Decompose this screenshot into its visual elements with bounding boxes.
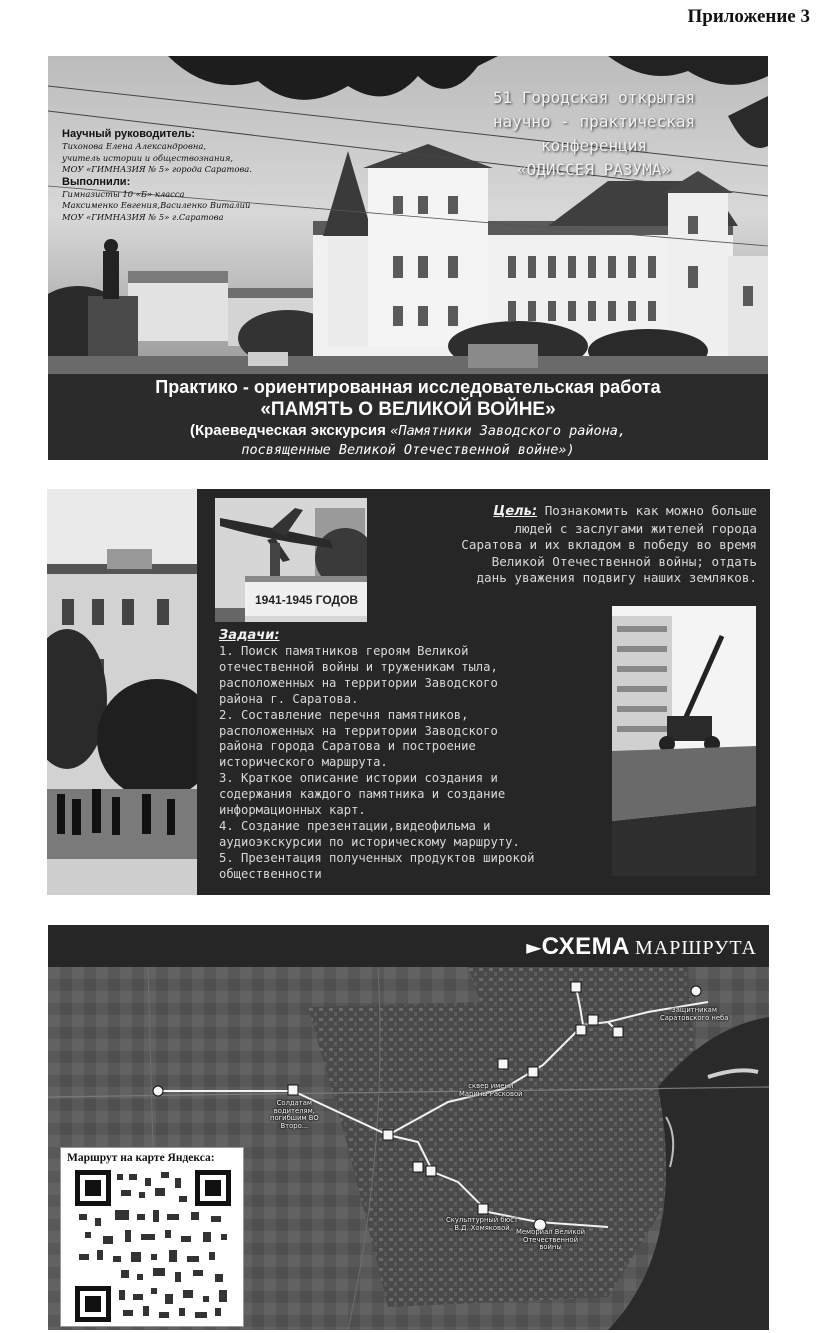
play-arrow-icon: ► <box>526 935 542 959</box>
performers-line-1: Гимназисты 10 «Б» класса <box>62 188 185 199</box>
label-line: Саратовского неба <box>660 1013 729 1022</box>
qr-code-panel[interactable] <box>60 1147 244 1327</box>
monument-inscription: 1941-1945 ГОДОВ <box>255 593 359 607</box>
conference-line-1: 51 Городская открытая <box>492 88 696 107</box>
map-marker <box>288 1085 298 1095</box>
task-line: исторического маршрута. <box>219 755 388 770</box>
label-line: водителям, <box>273 1106 315 1115</box>
conference-line-2: научно - практическая <box>492 112 696 131</box>
map-marker <box>426 1166 436 1176</box>
task-line: аудиоэкскурсии по историческому маршруту. <box>219 834 520 849</box>
task-line: 1. Поиск памятников героям Великой <box>219 644 469 658</box>
work-main-title: «ПАМЯТЬ О ВЕЛИКОЙ ВОЙНЕ» <box>260 399 556 420</box>
map-marker <box>588 1015 598 1025</box>
route-title-bold: СХЕМА <box>541 933 630 960</box>
label-bust <box>446 1217 518 1232</box>
authors-block <box>62 128 322 223</box>
map-marker <box>498 1059 508 1069</box>
label-line: Защитникам <box>671 1006 717 1014</box>
conference-line-4: «ОДИССЕЯ РАЗУМА» <box>516 160 672 179</box>
task-line: информационных карт. <box>219 803 366 818</box>
qr-caption: Маршрут на карте Яндекса: <box>67 1152 215 1164</box>
task-line: содержания каждого памятника и создание <box>219 787 506 802</box>
task-line: района города Саратова и построение <box>219 739 476 754</box>
goal-line-4: Великой Отечественной войны; отдать <box>491 553 757 569</box>
tasks-label: Задачи: <box>219 628 280 643</box>
label-line: Отечественной <box>522 1235 579 1244</box>
label-line: Солдатам <box>276 1099 313 1107</box>
conference-name <box>444 86 744 182</box>
label-defenders <box>660 1007 728 1022</box>
performers-line-2: Максименко Евгения,Василенко Виталий <box>62 200 251 210</box>
task-line: расположенных на территории Заводского <box>219 675 498 690</box>
task-line: 4. Создание презентации,видеофильма и <box>219 818 491 833</box>
task-line: 2. Составление перечня памятников, <box>219 707 469 722</box>
label-line: погибшим ВО <box>270 1114 319 1123</box>
task-line: 3. Краткое описание истории создания и <box>219 771 498 786</box>
goal-block <box>387 503 757 587</box>
goal-line-1: Познакомить как можно больше <box>544 503 757 518</box>
slide-conference-title <box>48 56 768 460</box>
label-soldiers <box>270 1100 319 1130</box>
task-line: расположенных на территории Заводского <box>219 723 498 738</box>
map-marker <box>528 1067 538 1077</box>
task-line: отечественной войны и труженикам тыла, <box>219 659 498 674</box>
goal-line-2: людей с заслугами жителей города <box>514 520 757 536</box>
qr-code-icon[interactable] <box>75 1170 231 1322</box>
supervisor-line-1: Тихонова Елена Александровна, <box>62 141 206 151</box>
label-line: Скульптурный бюст <box>446 1216 518 1224</box>
task-line: района г. Саратова. <box>219 691 359 706</box>
route-title-rest: МАРШРУТА <box>635 937 757 959</box>
map-marker <box>153 1086 163 1096</box>
title-band <box>48 374 768 460</box>
plane-monument-photo <box>215 498 367 622</box>
supervisor-line-3: МОУ «ГИМНАЗИЯ № 5» города Саратова. <box>62 164 252 174</box>
map-marker <box>613 1027 623 1037</box>
label-memorial <box>516 1229 585 1252</box>
performers-heading: Выполнили: <box>62 175 131 188</box>
street-photo <box>47 489 197 895</box>
map-marker <box>576 1025 586 1035</box>
label-line: войны <box>539 1243 562 1252</box>
map-marker <box>691 986 701 996</box>
performers-line-3: МОУ «ГИМНАЗИЯ № 5» г.Саратова <box>62 211 224 222</box>
label-line: Марины Расковой <box>459 1089 523 1098</box>
label-line: Второ... <box>280 1121 309 1130</box>
goal-label: Цель: <box>493 504 538 519</box>
appendix-label: Приложение 3 <box>687 6 810 27</box>
route-title <box>526 933 757 961</box>
label-line: В.Д. Хомяковой <box>454 1223 510 1232</box>
supervisor-line-2: учитель истории и обществознания, <box>62 152 234 163</box>
slide-goals-tasks <box>47 489 770 895</box>
map-marker <box>413 1162 423 1172</box>
label-skver <box>459 1083 523 1098</box>
goal-line-5: дань уважения подвигу наших земляков. <box>476 570 757 585</box>
supervisor-heading: Научный руководитель: <box>62 128 196 140</box>
subtitle-italic-2: посвященные Великой Отечественной войне») <box>241 442 575 458</box>
map-marker <box>571 982 581 992</box>
route-title-band <box>48 925 769 967</box>
work-type-title: Практико - ориентированная исследовательская работа <box>155 377 661 397</box>
map-marker <box>383 1130 393 1140</box>
anti-aircraft-gun-photo <box>612 606 756 876</box>
subtitle-italic-1: «Памятники Заводского района, <box>390 423 627 439</box>
conference-line-3: конференция <box>541 136 647 155</box>
map-marker <box>478 1204 488 1214</box>
tasks-block <box>219 628 614 883</box>
task-line: 5. Презентация полученных продуктов широкой <box>219 850 535 865</box>
slide-route-map <box>48 925 769 1330</box>
label-line: сквер имени <box>468 1082 514 1090</box>
task-line: общественности <box>219 866 322 881</box>
goal-line-3: Саратова и их вкладом в победу во время <box>461 537 757 552</box>
subtitle-bold: (Краеведческая экскурсия <box>189 422 386 439</box>
work-subtitle <box>48 421 768 441</box>
label-line: Мемориал Великой <box>516 1228 586 1236</box>
